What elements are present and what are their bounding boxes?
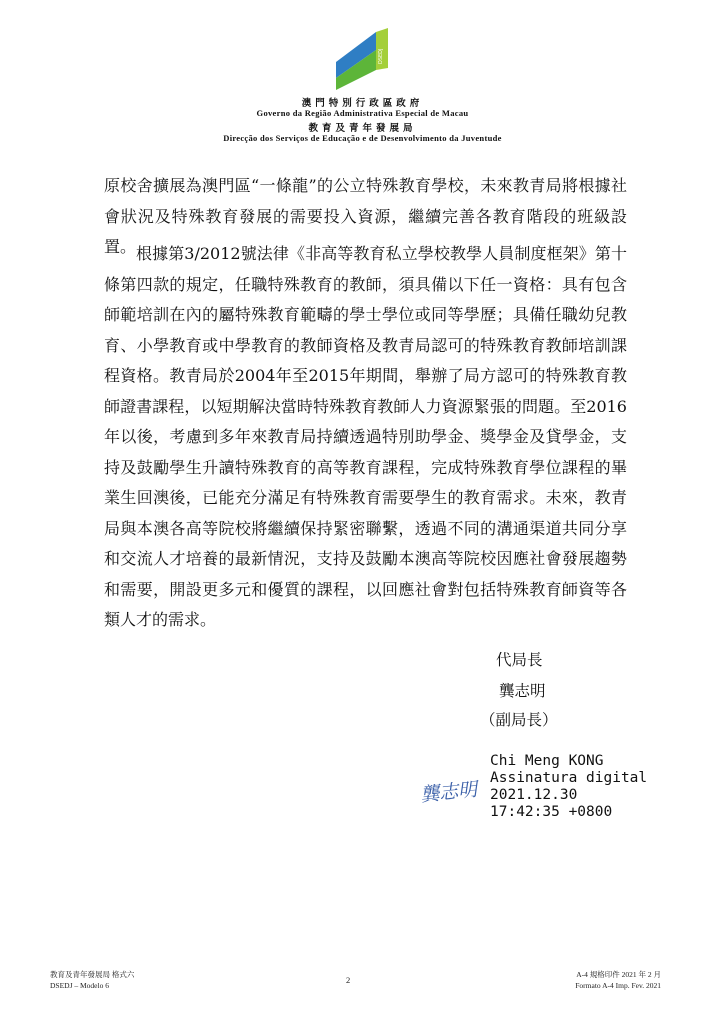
- footer-form-zh: 教育及青年發展局 格式六: [50, 970, 135, 979]
- digital-signature-block: [490, 753, 647, 821]
- digital-signature-date: 2021.12.30: [490, 787, 578, 803]
- signatory-title: 代局長: [496, 651, 543, 669]
- government-pt: Governo da Região Administrativa Especial de Macau: [256, 108, 469, 118]
- page-number: 2: [346, 975, 351, 985]
- digital-signature-label: Assinatura digital: [490, 770, 648, 786]
- handwritten-signature: [418, 770, 488, 810]
- paragraph-2: 根據第3/2012號法律《非高等教育私立學校教學人員制度框架》第十條第四款的規定，任職特殊教育的教師，須具備以下任一資格：具有包含師範培訓在內的屬特殊教育範疇的學士學位或同等學歷；具備任職幼兒教育、小學教育或中學教育的教師資格及教青局認可的特殊教育教師培訓課程資格。教青局於2004年至2015年期間，舉辦了局方認可的特殊教育教師證書課程，以短期解決當時特殊教育教師人力資源緊張的問題。至2016年以後，考慮到多年來教青局持續透過特別助學金、獎學金及貸學金，支持及鼓勵學生升讀特殊教育的高等教育課程，完成特殊教育學位課程的畢業生回澳後，已能充分滿足有特殊教育需要學生的教育需求。未來，教青局與本澳各高等院校將繼續保持緊密聯繫，透過不同的溝通渠道共同分享和交流人才培養的最新情況，支持及鼓勵本澳高等院校因應社會發展趨勢和需要，開設更多元和優質的課程，以回應社會對包括特殊教育師資等各類人才的需求。: [104, 244, 627, 629]
- digital-signature-time: 17:42:35 +0800: [490, 804, 613, 820]
- signatory-name: 龔志明: [499, 682, 546, 700]
- paragraph-1: 原校舍擴展為澳門區“一條龍”的公立特殊教育學校，未來教青局將根據社會狀況及特殊教育發展的需要投入資源，繼續完善各教育階段的班級設置。: [104, 176, 627, 256]
- signatory-role: （副局長）: [480, 711, 558, 729]
- footer-format-zh: A-4 規格印件 2021 年 2 月: [576, 970, 661, 979]
- digital-signature-name: Chi Meng KONG: [490, 753, 604, 769]
- dsedj-logo: [332, 28, 390, 90]
- bureau-zh: 教育及青年發展局: [308, 123, 417, 134]
- handwritten-signature-text: 龔志明: [419, 778, 479, 807]
- footer-format-pt: Formato A-4 Imp. Fev. 2021: [575, 981, 661, 990]
- bureau-pt: Direcção dos Serviços de Educação e de Desenvolvimento da Juventude: [223, 133, 502, 143]
- government-zh: 澳門特別行政區政府: [301, 98, 424, 109]
- logo-text: DSEDJ: [378, 48, 384, 64]
- footer-form-pt: DSEDJ – Modelo 6: [50, 981, 109, 990]
